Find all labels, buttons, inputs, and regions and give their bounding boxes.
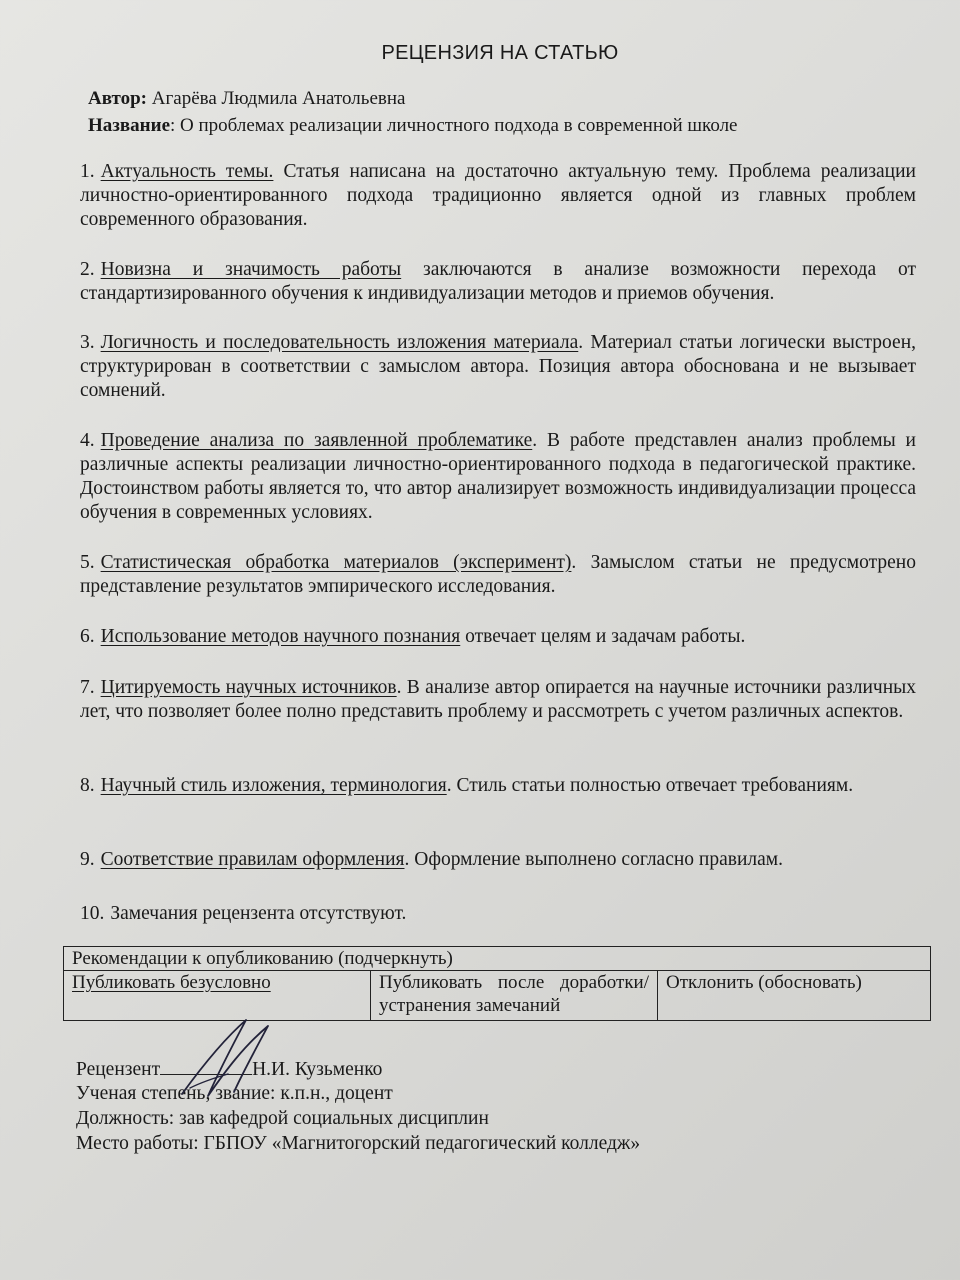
section-number: 4. — [80, 430, 95, 451]
article-name-value: : О проблемах реализации личностного подхода в современной школе — [170, 115, 738, 136]
section-7 — [80, 676, 916, 724]
option-publish-unconditionally: Публиковать безусловно — [64, 971, 371, 1021]
section-heading: Соответствие правилам оформления — [100, 849, 405, 870]
section-number: 6. — [80, 626, 95, 647]
author-line — [88, 86, 405, 112]
article-name-line — [88, 113, 738, 139]
section-10 — [80, 902, 916, 926]
document-title: РЕЦЕНЗИЯ НА СТАТЬЮ — [381, 42, 619, 64]
section-number: 10. — [80, 903, 105, 924]
reviewer-workplace: Место работы: ГБПОУ «Магнитогорский педагогический колледж» — [76, 1133, 641, 1154]
section-number: 2. — [80, 259, 95, 280]
section-text: заключаются в анализе возможности перехода от стандартизированного обучения к индивидуализации методов и приемов обучения. — [80, 259, 916, 304]
option-reject: Отклонить (обосновать) — [658, 971, 931, 1021]
option-publish-after-revision: Публиковать после доработки/устранения замечаний — [371, 971, 658, 1021]
section-number: 3. — [80, 332, 95, 353]
section-heading: Актуальность темы. — [100, 161, 274, 182]
section-text: . Замыслом статьи не предусмотрено представление результатов эмпирического исследования. — [80, 552, 916, 597]
section-8 — [80, 774, 916, 798]
section-number: 9. — [80, 849, 95, 870]
section-3 — [80, 331, 916, 403]
reviewer-position: Должность: зав кафедрой социальных дисциплин — [76, 1108, 489, 1129]
section-heading: Использование методов научного познания — [100, 626, 461, 647]
section-text: Замечания рецензента отсутствуют. — [110, 903, 407, 924]
section-text: . В работе представлен анализ проблемы и различные аспекты реализации личностно-ориентированного подхода в педагогической практике. Достоинством работы является то, что автор анализирует возможность индивидуализации процесса обучения в современных условиях. — [80, 430, 916, 523]
recommendation-table — [63, 946, 931, 1021]
section-number: 1. — [80, 161, 95, 182]
section-1 — [80, 160, 916, 232]
section-text: Статья написана на достаточно актуальную тему. Проблема реализации личностно-ориентированного подхода традиционно является одной из главных проблем современного образования. — [80, 161, 916, 230]
section-heading: Новизна и значимость работы — [100, 259, 402, 280]
section-4 — [80, 429, 916, 525]
section-number: 8. — [80, 775, 95, 796]
section-6 — [80, 625, 916, 649]
author-value: Агарёва Людмила Анатольевна — [151, 88, 406, 109]
section-5 — [80, 551, 916, 599]
section-heading: Статистическая обработка материалов (эксперимент) — [100, 552, 572, 573]
section-text: . Оформление выполнено согласно правилам. — [404, 849, 784, 870]
section-number: 5. — [80, 552, 95, 573]
article-name-label: Название — [88, 115, 171, 136]
reviewer-degree: Ученая степень, звание: к.п.н., доцент — [76, 1083, 393, 1104]
section-9 — [80, 848, 916, 872]
section-text: отвечает целям и задачам работы. — [460, 626, 746, 647]
section-heading: Проведение анализа по заявленной проблематике — [100, 430, 533, 451]
section-heading: Цитируемость научных источников — [100, 677, 397, 698]
reviewer-label: Рецензент — [76, 1059, 161, 1080]
section-text: . Материал статьи логически выстроен, структурирован в соответствии с замыслом автора. Позиция автора обоснована и не вызывает сомнений. — [80, 332, 916, 401]
section-number: 7. — [80, 677, 95, 698]
reviewer-name: Н.И. Кузьменко — [252, 1059, 383, 1080]
handwritten-signature-icon — [168, 1012, 288, 1102]
recommendation-header: Рекомендации к опубликованию (подчеркнуть) — [64, 947, 931, 971]
section-2 — [80, 258, 916, 306]
section-heading: Научный стиль изложения, терминология — [100, 775, 447, 796]
section-text: . В анализе автор опирается на научные источники различных лет, что позволяет более полно представить проблему и рассмотреть с учетом различных аспектов. — [80, 677, 916, 722]
section-text: . Стиль статьи полностью отвечает требованиям. — [446, 775, 854, 796]
section-heading: Логичность и последовательность изложения материала — [100, 332, 579, 353]
author-label: Автор: — [88, 88, 147, 109]
